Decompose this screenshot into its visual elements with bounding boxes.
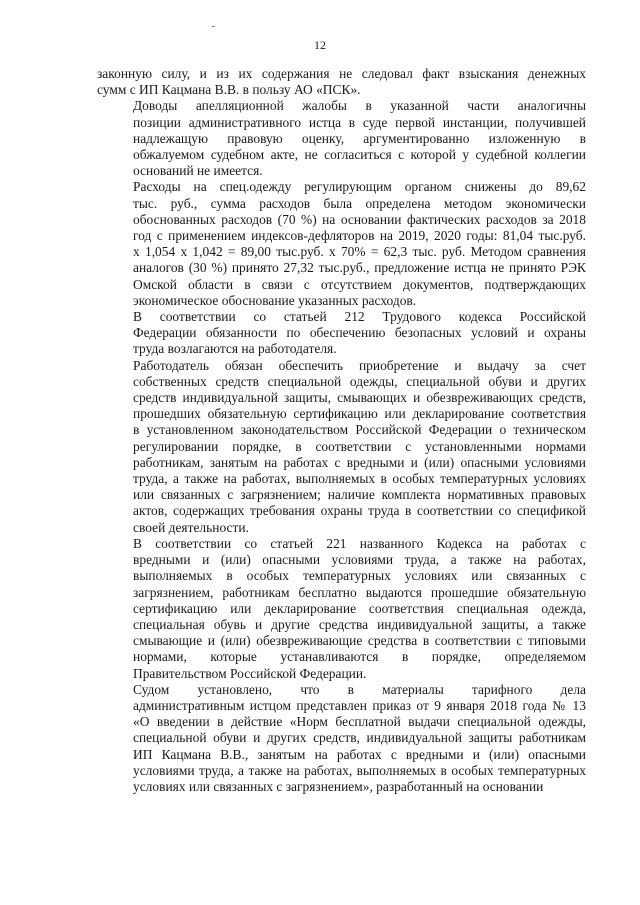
text-line: Доводы апелляционной жалобы в указанной части аналогичны (133, 98, 586, 114)
text-line: собственных средств специальной одежды, специальной обуви и других (133, 373, 586, 389)
paragraph (97, 682, 586, 795)
text-line: выполняемых в особых температурных условиях или связанных с (133, 568, 586, 584)
text-line: труда, а также на работах, выполняемых в особых температурных условиях (133, 471, 586, 487)
scan-speck (212, 26, 215, 27)
text-line: прошедших обязательную сертификацию или декларирование соответствия (133, 406, 586, 422)
text-line: средств индивидуальной защиты, смывающих и обезвреживающих средств, (133, 390, 586, 406)
text-line: «О введении в действие «Норм бесплатной выдачи специальной одежды, (133, 714, 586, 730)
text-line: нормами, которые устанавливаются в порядке, определяемом (133, 649, 586, 665)
paragraph (97, 66, 586, 98)
text-line: актов, содержащих требования охраны труда в соответствии со спецификой (133, 503, 586, 519)
paragraph (97, 309, 586, 358)
text-line: обжалуемом судебном акте, не согласиться с которой у судебной коллегии (133, 147, 586, 163)
text-line: обоснованных расходов (70 %) на основании фактических расходов за 2018 (133, 211, 586, 227)
text-line: В соответствии со статьей 212 Трудового кодекса Российской (133, 309, 586, 325)
text-line: Расходы на спец.одежду регулирующим органом снижены до 89,62 (133, 179, 586, 195)
text-line: В соответствии со статьей 221 названного Кодекса на работах с (133, 535, 586, 551)
paragraph (97, 536, 586, 682)
text-line: условиями труда, а также на работах, выполняемых в особых температурных (133, 762, 586, 778)
text-line: специальной обуви и других средств, индивидуальной защиты работникам (133, 730, 586, 746)
text-line: работникам, занятым на работах с вредными и (или) опасными условиями (133, 454, 586, 470)
text-line: Правительством Российской Федерации. (133, 665, 367, 681)
text-line: год с применением индексов-дефляторов на 2019, 2020 годы: 81,04 тыс.руб. (133, 228, 586, 244)
text-line: или связанных с загрязнением; наличие комплекта нормативных правовых (133, 487, 586, 503)
text-line: труда возлагаются на работодателя. (133, 341, 337, 357)
text-line: условиях или связанных с загрязнением», разработанный на основании (133, 778, 544, 794)
text-line: сумм с ИП Кацмана В.В. в пользу АО «ПСК». (97, 82, 361, 98)
document-body (97, 66, 586, 795)
text-line: Судом установлено, что в материалы тарифного дела (133, 681, 586, 697)
paragraph (97, 98, 586, 179)
text-line: оснований не имеется. (133, 163, 263, 179)
paragraph (97, 179, 586, 309)
text-line: загрязнением, работникам бесплатно выдаются прошедшие обязательную (133, 584, 586, 600)
text-line: тыс. руб., сумма расходов была определена методом экономически (133, 195, 586, 211)
text-line: регулировании порядке, в соответствии с установленными нормами (133, 438, 586, 454)
page-number: 12 (314, 38, 326, 52)
text-line: законную силу, и из их содержания не следовал факт взыскания денежных (97, 66, 586, 81)
text-line: своей деятельности. (133, 519, 249, 535)
text-line: Федерации обязанности по обеспечению безопасных условий и охраны (133, 325, 586, 341)
text-line: позиции административного истца в суде первой инстанции, получившей (133, 114, 586, 130)
text-line: аналогов (30 %) принято 27,32 тыс.руб., предложение истца не принято РЭК (133, 260, 586, 276)
paragraph (97, 358, 586, 536)
text-line: Работодатель обязан обеспечить приобретение и выдачу за счет (133, 357, 586, 373)
text-line: вредными и (или) опасными условиями труда, а также на работах, (133, 552, 586, 568)
text-line: экономическое обоснование указанных расходов. (133, 292, 417, 308)
text-line: смывающие и (или) обезвреживающие средства в соответствии с типовыми (133, 633, 586, 649)
text-line: специальная обувь и другие средства индивидуальной защиты, а также (133, 616, 586, 632)
text-line: административным истцом представлен приказ от 9 января 2018 года № 13 (133, 697, 586, 713)
text-line: надлежащую правовую оценку, аргументированно изложенную в (133, 130, 586, 146)
text-line: x 1,054 x 1,042 = 89,00 тыс.руб. x 70% = 62,3 тыс. руб. Методом сравнения (133, 244, 586, 260)
text-line: ИП Кацмана В.В., занятым на работах с вредными и (или) опасными (133, 746, 586, 762)
text-line: сертификацию или декларирование соответствия специальная одежда, (133, 600, 586, 616)
text-line: в установленном законодательством Российской Федерации о техническом (133, 422, 586, 438)
text-line: Омской области в связи с отсутствием документов, подтверждающих (133, 276, 586, 292)
